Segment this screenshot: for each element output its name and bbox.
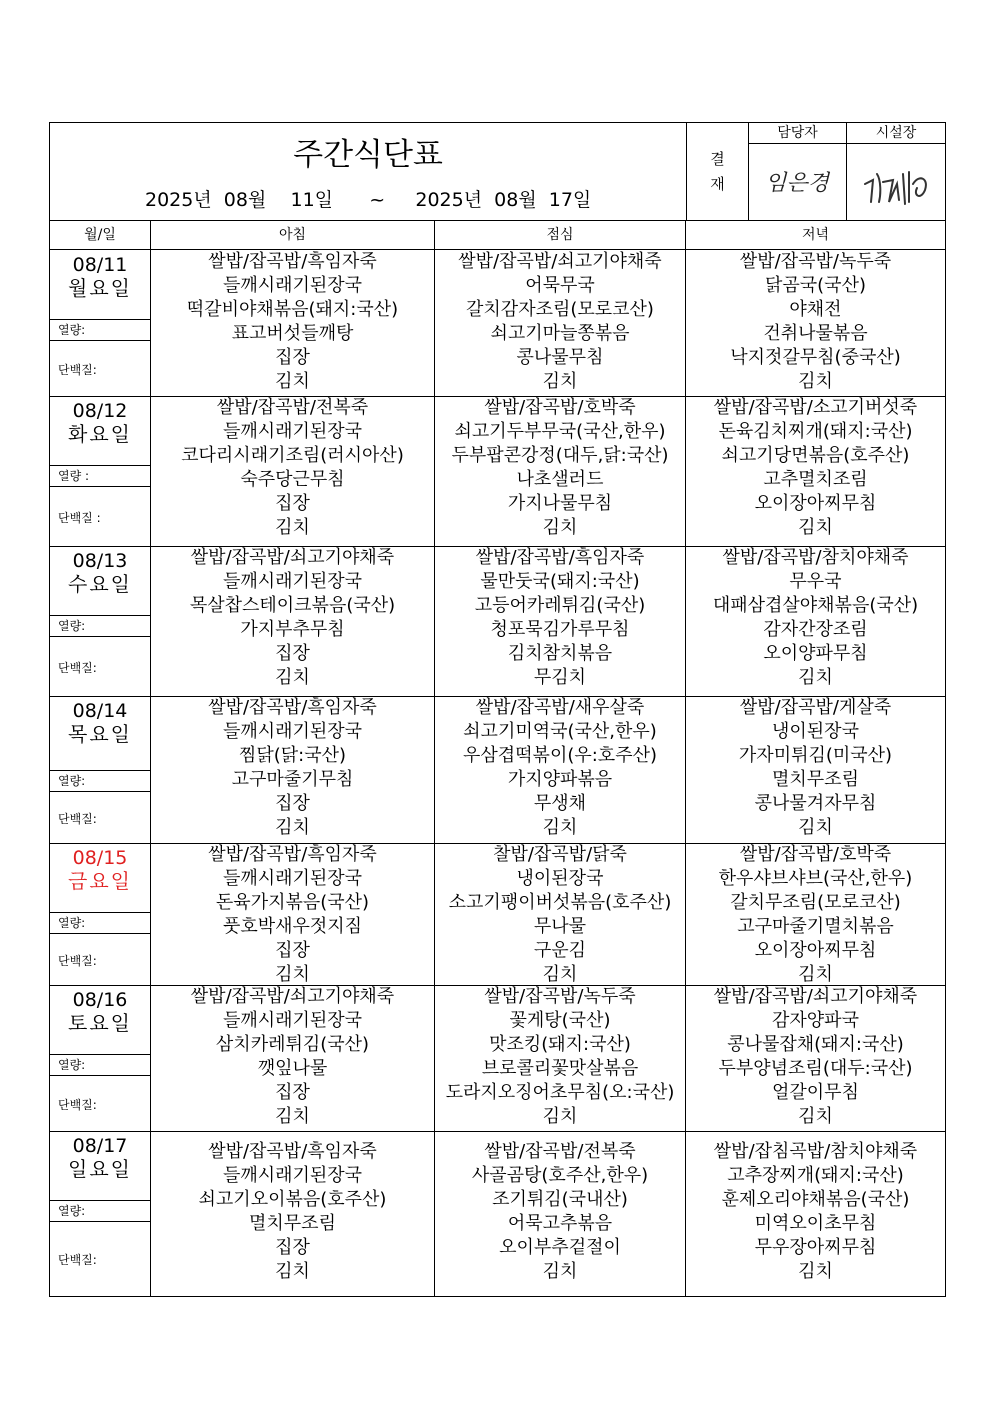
menu-item: 오이장아찌무침 bbox=[754, 940, 877, 961]
menu-item: 김치 bbox=[798, 1106, 833, 1127]
energy-label: 열량: bbox=[50, 320, 150, 341]
breakfast-menu bbox=[151, 985, 435, 1131]
breakfast-menu bbox=[151, 696, 435, 843]
lunch-menu bbox=[435, 1131, 686, 1296]
dinner-menu bbox=[686, 546, 945, 696]
menu-item: 쌀밥/잡곡밥/흑임자죽 bbox=[475, 547, 645, 568]
menu-item: 갈치감자조림(모로코산) bbox=[466, 299, 654, 320]
menu-item: 김치 bbox=[275, 964, 310, 985]
menu-item: 우삼겹떡볶이(우:호주산) bbox=[463, 745, 657, 766]
day-label bbox=[50, 396, 150, 466]
menu-item: 대패삼겹살야채볶음(국산) bbox=[712, 595, 919, 616]
day-date: 08/15 bbox=[72, 847, 128, 869]
day-label bbox=[50, 250, 150, 320]
day-row bbox=[50, 250, 945, 397]
menu-item: 김치 bbox=[275, 371, 310, 392]
protein-label: 단백질 : bbox=[58, 510, 101, 525]
day-cell bbox=[50, 985, 151, 1131]
menu-item: 쌀밥/잡곡밥/흑임자죽 bbox=[208, 1141, 377, 1162]
energy-label: 열량: bbox=[50, 1055, 150, 1076]
menu-item: 삼치카레튀김(국산) bbox=[215, 1034, 370, 1055]
menu-item: 김치 bbox=[798, 667, 833, 688]
menu-item: 훈제오리야채볶음(국산) bbox=[721, 1189, 910, 1210]
menu-item: 김치 bbox=[798, 1261, 833, 1282]
menu-item: 김치 bbox=[275, 667, 310, 688]
breakfast-menu bbox=[151, 250, 435, 396]
menu-item: 들깨시래기된장국 bbox=[222, 1010, 363, 1031]
breakfast-menu bbox=[151, 546, 435, 696]
day-label bbox=[50, 1131, 150, 1201]
menu-item: 목살찹스테이크볶음(국산) bbox=[189, 595, 396, 616]
day-weekday: 수요일 bbox=[68, 572, 132, 596]
menu-item: 들깨시래기된장국 bbox=[222, 721, 363, 742]
day-row bbox=[50, 396, 945, 547]
menu-item: 코다리시래기조림(러시아산) bbox=[181, 445, 404, 466]
menu-item: 고추장찌개(돼지:국산) bbox=[727, 1165, 904, 1186]
menu-item: 냉이된장국 bbox=[516, 868, 604, 889]
menu-item: 쌀밥/잡곡밥/쇠고기야채죽 bbox=[190, 986, 395, 1007]
date-range: 2025년 08월 11일 ~ 2025년 08월 17일 bbox=[145, 189, 592, 211]
menu-item: 쌀밥/잡침곡밥/참치야채죽 bbox=[713, 1141, 918, 1162]
day-weekday: 목요일 bbox=[68, 722, 132, 746]
signature-box-director bbox=[847, 144, 945, 220]
day-label bbox=[50, 546, 150, 616]
menu-item: 콩나물잡채(돼지:국산) bbox=[727, 1034, 904, 1055]
menu-item: 얼갈이무침 bbox=[772, 1082, 859, 1103]
day-date: 08/12 bbox=[72, 400, 128, 422]
dinner-menu bbox=[686, 250, 945, 396]
menu-item: 김치 bbox=[798, 517, 833, 538]
protein-label: 단백질: bbox=[58, 660, 97, 675]
day-row bbox=[50, 696, 945, 844]
menu-item: 깻잎나물 bbox=[257, 1058, 328, 1079]
menu-item: 멸치무조림 bbox=[249, 1213, 336, 1234]
menu-item: 어묵고추볶음 bbox=[507, 1213, 613, 1234]
menu-item: 김치참치볶음 bbox=[507, 643, 613, 664]
menu-item: 쇠고기미역국(국산,한우) bbox=[463, 721, 657, 742]
menu-item: 쌀밥/잡곡밥/흑임자죽 bbox=[208, 697, 377, 718]
approval-label-top: 결 bbox=[710, 149, 725, 168]
lunch-menu bbox=[435, 546, 686, 696]
day-row bbox=[50, 546, 945, 697]
menu-item: 나초샐러드 bbox=[516, 469, 604, 490]
day-cell bbox=[50, 546, 151, 696]
day-cell bbox=[50, 396, 151, 546]
menu-item: 돈육김치찌개(돼지:국산) bbox=[718, 421, 913, 442]
menu-item: 도라지오징어초무침(오:국산) bbox=[445, 1082, 675, 1103]
energy-label: 열량 : bbox=[50, 466, 150, 487]
day-weekday: 금요일 bbox=[68, 869, 132, 893]
title-block bbox=[50, 123, 687, 220]
day-label bbox=[50, 985, 150, 1055]
menu-item: 김치 bbox=[798, 371, 833, 392]
protein-label: 단백질: bbox=[58, 1097, 97, 1112]
breakfast-menu bbox=[151, 843, 435, 985]
menu-item: 집장 bbox=[275, 1237, 310, 1258]
menu-item: 쌀밥/잡곡밥/참치야채죽 bbox=[722, 547, 909, 568]
menu-item: 조기튀김(국내산) bbox=[492, 1189, 628, 1210]
menu-item: 갈치무조림(모로코산) bbox=[730, 892, 901, 913]
day-date: 08/16 bbox=[72, 989, 128, 1011]
menu-item: 표고버섯들깨탕 bbox=[231, 323, 354, 344]
lunch-menu bbox=[435, 985, 686, 1131]
day-cell bbox=[50, 843, 151, 985]
director-signature bbox=[847, 144, 945, 220]
approval-label bbox=[687, 123, 749, 220]
menu-item: 들깨시래기된장국 bbox=[222, 421, 363, 442]
day-cell bbox=[50, 250, 151, 396]
menu-item: 들깨시래기된장국 bbox=[222, 868, 363, 889]
menu-item: 쌀밥/잡곡밥/호박죽 bbox=[739, 844, 892, 865]
menu-item: 가지양파볶음 bbox=[507, 769, 613, 790]
menu-item: 무우국 bbox=[789, 571, 842, 592]
menu-item: 집장 bbox=[275, 643, 310, 664]
protein-label: 단백질: bbox=[58, 953, 97, 968]
day-cell bbox=[50, 1131, 151, 1296]
menu-item: 김치 bbox=[542, 964, 578, 985]
signature-header-director: 시설장 bbox=[847, 123, 945, 144]
menu-item: 무우장아찌무침 bbox=[754, 1237, 877, 1258]
header bbox=[50, 123, 945, 221]
day-weekday: 일요일 bbox=[68, 1157, 132, 1181]
menu-item: 쌀밥/잡곡밥/전복죽 bbox=[216, 397, 369, 418]
menu-item: 고구마줄기무침 bbox=[231, 769, 354, 790]
approval-label-bottom: 재 bbox=[710, 174, 725, 193]
menu-item: 김치 bbox=[542, 1261, 578, 1282]
day-date: 08/14 bbox=[72, 700, 128, 722]
menu-item: 김치 bbox=[542, 817, 578, 838]
lunch-menu bbox=[435, 843, 686, 985]
menu-item: 오이부추겉절이 bbox=[499, 1237, 621, 1258]
column-header-lunch: 점심 bbox=[435, 221, 686, 249]
protein-label: 단백질: bbox=[58, 1253, 97, 1267]
signature-column-manager bbox=[749, 123, 847, 220]
day-row bbox=[50, 843, 945, 986]
energy-label: 열량: bbox=[50, 1201, 150, 1222]
menu-item: 브로콜리꽃맛살볶음 bbox=[481, 1058, 639, 1079]
lunch-menu bbox=[435, 250, 686, 396]
menu-item: 고등어카레튀김(국산) bbox=[474, 595, 646, 616]
day-row bbox=[50, 985, 945, 1132]
menu-item: 김치 bbox=[542, 1106, 578, 1127]
column-header-breakfast: 아침 bbox=[151, 221, 435, 249]
menu-item: 집장 bbox=[275, 493, 310, 514]
menu-item: 두부팝콘강정(대두,닭:국산) bbox=[451, 445, 669, 466]
day-weekday: 화요일 bbox=[68, 422, 132, 446]
menu-item: 김치 bbox=[275, 1261, 310, 1282]
dinner-menu bbox=[686, 396, 945, 546]
menu-item: 가자미튀김(미국산) bbox=[738, 745, 893, 766]
menu-item: 오이양파무침 bbox=[763, 643, 868, 664]
menu-item: 쌀밥/잡곡밥/녹두죽 bbox=[739, 251, 892, 272]
dinner-menu bbox=[686, 1131, 945, 1296]
dinner-menu bbox=[686, 985, 945, 1131]
energy-label: 열량: bbox=[50, 616, 150, 637]
menu-item: 쌀밥/잡곡밥/소고기버섯죽 bbox=[713, 397, 918, 418]
menu-item: 들깨시래기된장국 bbox=[222, 275, 363, 296]
day-row bbox=[50, 1131, 945, 1296]
menu-item: 가지나물무침 bbox=[507, 493, 613, 514]
menu-item: 구운김 bbox=[533, 940, 587, 961]
menu-item: 고구마줄기멸치볶음 bbox=[737, 916, 894, 937]
menu-item: 풋호박새우젓지짐 bbox=[222, 916, 363, 937]
menu-item: 사골곰탕(호주산,한우) bbox=[471, 1165, 649, 1186]
menu-item: 김치 bbox=[798, 964, 833, 985]
signature-column-director bbox=[847, 123, 945, 220]
menu-item: 쇠고기두부무국(국산,한우) bbox=[454, 421, 666, 442]
menu-item: 쌀밥/잡곡밥/전복죽 bbox=[484, 1141, 636, 1162]
menu-item: 무생채 bbox=[533, 793, 587, 814]
menu-item: 쌀밥/잡곡밥/호박죽 bbox=[484, 397, 636, 418]
menu-item: 두부양념조림(대두:국산) bbox=[718, 1058, 913, 1079]
energy-label: 열량: bbox=[50, 913, 150, 934]
svg-text:임은경: 임은경 bbox=[765, 171, 829, 196]
day-label bbox=[50, 696, 150, 771]
menu-item: 쌀밥/잡곡밥/쇠고기야채죽 bbox=[713, 986, 918, 1007]
menu-item: 물만둣국(돼지:국산) bbox=[480, 571, 640, 592]
protein-label: 단백질: bbox=[58, 811, 97, 826]
menu-item: 돈육가지볶음(국산) bbox=[215, 892, 370, 913]
menu-item: 집장 bbox=[275, 940, 310, 961]
menu-item: 미역오이초무침 bbox=[754, 1213, 877, 1234]
menu-item: 감자양파국 bbox=[772, 1010, 859, 1031]
column-header-dinner: 저녁 bbox=[801, 227, 830, 243]
page-title: 주간식단표 bbox=[293, 137, 443, 173]
menu-item: 쌀밥/잡곡밥/녹두죽 bbox=[484, 986, 636, 1007]
menu-item: 쌀밥/잡곡밥/쇠고기야채죽 bbox=[190, 547, 395, 568]
menu-item: 김치 bbox=[275, 817, 310, 838]
menu-item: 어묵무국 bbox=[525, 275, 595, 296]
menu-item: 쇠고기오이볶음(호주산) bbox=[198, 1189, 387, 1210]
menu-item: 냉이된장국 bbox=[772, 721, 859, 742]
menu-item: 건취나물볶음 bbox=[763, 323, 868, 344]
manager-signature bbox=[749, 144, 846, 220]
column-header-day: 월/일 bbox=[50, 221, 151, 249]
menu-item: 닭곰국(국산) bbox=[765, 275, 866, 296]
menu-item: 맛조킹(돼지:국산) bbox=[489, 1034, 631, 1055]
menu-item: 감자간장조림 bbox=[763, 619, 868, 640]
menu-item: 야채전 bbox=[789, 299, 842, 320]
menu-item: 오이장아찌무침 bbox=[754, 493, 877, 514]
day-date: 08/11 bbox=[72, 254, 128, 276]
menu-item: 청포묵김가루무침 bbox=[490, 619, 630, 640]
menu-item: 쇠고기당면볶음(호주산) bbox=[721, 445, 910, 466]
menu-item: 김치 bbox=[275, 517, 310, 538]
menu-item: 쌀밥/잡곡밥/흑임자죽 bbox=[208, 844, 377, 865]
menu-item: 콩나물겨자무침 bbox=[754, 793, 877, 814]
menu-item: 들깨시래기된장국 bbox=[222, 1165, 363, 1186]
menu-item: 집장 bbox=[275, 793, 310, 814]
energy-label: 열량: bbox=[50, 771, 150, 792]
protein-label: 단백질: bbox=[58, 362, 97, 377]
menu-item: 쌀밥/잡곡밥/쇠고기야채죽 bbox=[458, 251, 662, 272]
dinner-menu bbox=[686, 696, 945, 843]
menu-item: 집장 bbox=[275, 347, 310, 368]
menu-item: 멸치무조림 bbox=[772, 769, 859, 790]
menu-item: 무나물 bbox=[533, 916, 587, 937]
day-weekday: 토요일 bbox=[68, 1011, 132, 1035]
menu-item: 찜닭(닭:국산) bbox=[238, 745, 347, 766]
menu-item: 낙지젓갈무침(중국산) bbox=[730, 347, 901, 368]
menu-item: 무김치 bbox=[533, 667, 587, 688]
menu-item: 찰밥/잡곡밥/닭죽 bbox=[493, 844, 627, 865]
menu-item: 쌀밥/잡곡밥/흑임자죽 bbox=[208, 251, 377, 272]
menu-item: 콩나물무침 bbox=[516, 347, 604, 368]
menu-item: 쇠고기마늘쫑볶음 bbox=[490, 323, 630, 344]
day-weekday: 월요일 bbox=[68, 276, 132, 300]
signature-box-manager bbox=[749, 144, 846, 220]
day-label bbox=[50, 843, 150, 913]
menu-item: 김치 bbox=[275, 1106, 310, 1127]
menu-item: 고추멸치조림 bbox=[763, 469, 868, 490]
day-date: 08/17 bbox=[72, 1135, 128, 1157]
menu-item: 김치 bbox=[542, 371, 578, 392]
menu-item: 쌀밥/잡곡밥/새우살죽 bbox=[475, 697, 645, 718]
day-cell bbox=[50, 696, 151, 843]
menu-item: 소고기팽이버섯볶음(호주산) bbox=[448, 892, 672, 913]
menu-item: 떡갈비야채볶음(돼지:국산) bbox=[186, 299, 399, 320]
menu-item: 쌀밥/잡곡밥/게살죽 bbox=[739, 697, 892, 718]
column-header-row bbox=[50, 221, 945, 250]
menu-item: 김치 bbox=[542, 517, 578, 538]
dinner-menu bbox=[686, 843, 945, 985]
day-date: 08/13 bbox=[72, 550, 128, 572]
signature-header-manager: 담당자 bbox=[749, 123, 846, 144]
lunch-menu bbox=[435, 696, 686, 843]
menu-item: 김치 bbox=[798, 817, 833, 838]
menu-item: 한우샤브샤브(국산,한우) bbox=[718, 868, 913, 889]
lunch-menu bbox=[435, 396, 686, 546]
menu-item: 가지부추무침 bbox=[240, 619, 345, 640]
menu-item: 집장 bbox=[275, 1082, 310, 1103]
weekly-menu-sheet bbox=[49, 122, 946, 1297]
menu-item: 꽃게탕(국산) bbox=[509, 1010, 611, 1031]
menu-item: 숙주당근무침 bbox=[240, 469, 345, 490]
menu-item: 들깨시래기된장국 bbox=[222, 571, 363, 592]
breakfast-menu bbox=[151, 396, 435, 546]
breakfast-menu bbox=[151, 1131, 435, 1296]
